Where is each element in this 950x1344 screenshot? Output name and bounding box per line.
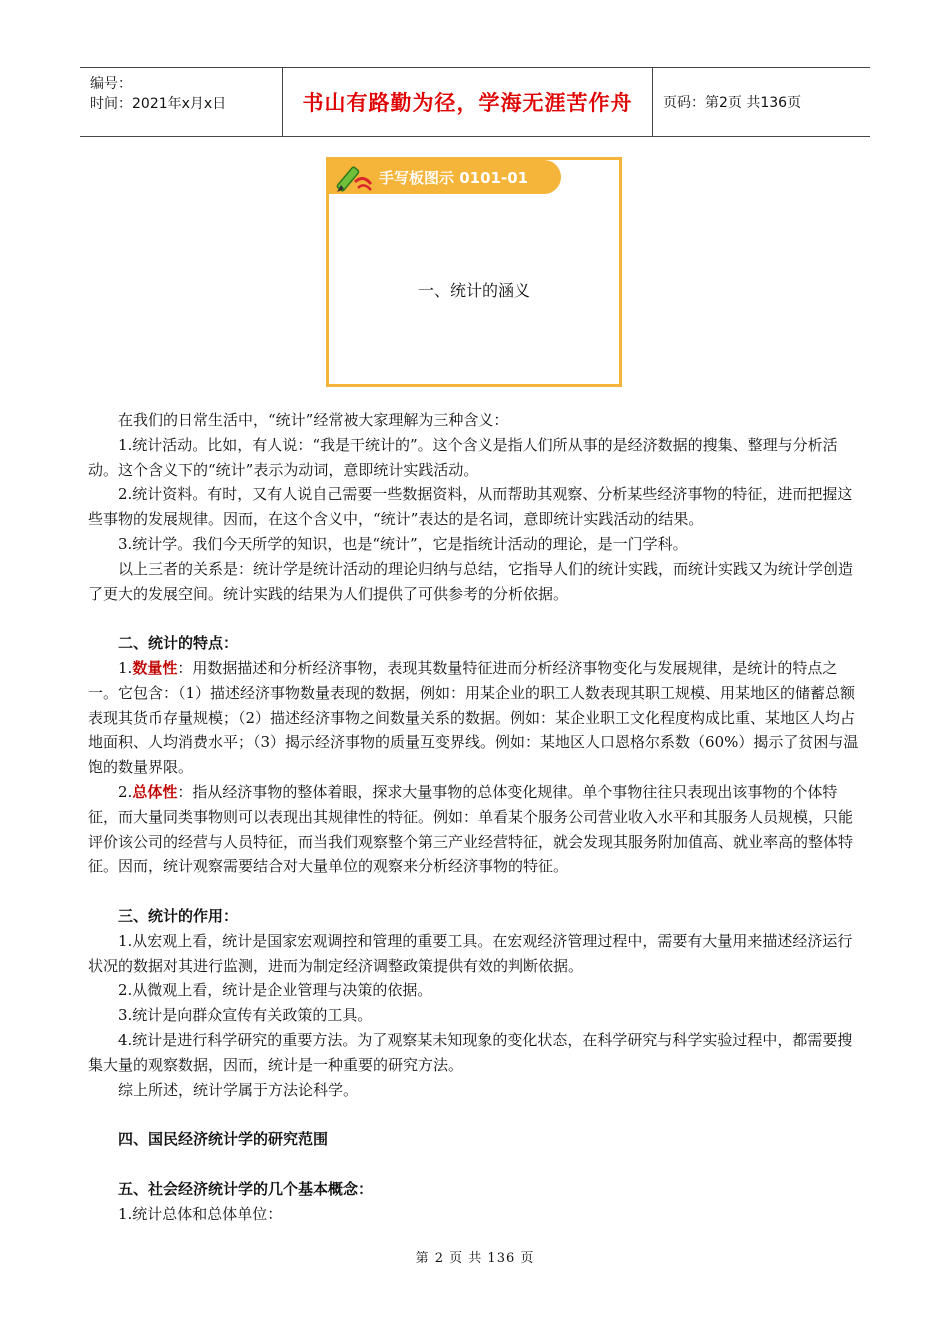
spacer <box>88 1152 860 1177</box>
paragraph: 综上所述，统计学属于方法论科学。 <box>118 1080 359 1099</box>
board-tab-title: 手写板图示 0101-01 <box>379 168 529 187</box>
paragraph: 2.从微观上看，统计是企业管理与决策的依据。 <box>118 981 433 1000</box>
section-heading: 二、统计的特点： <box>118 634 239 653</box>
paragraph: 4.统计是进行科学研究的重要方法。为了观察某未知现象的变化状态，在科学研究与科学实验过程中，都需要搜集大量的观察数据，因而，统计是一种重要的研究方法。 <box>88 1030 853 1074</box>
section-heading: 五、社会经济统计学的几个基本概念： <box>118 1179 374 1198</box>
date-label: 时间：2021年x月x日 <box>90 96 227 112</box>
board-heading: 一、统计的涵义 <box>417 281 530 300</box>
footer-page-number: 第 2 页 共 136 页 <box>415 1251 535 1266</box>
item-number: 2. <box>118 782 133 801</box>
paragraph: 2.统计资料。有时，又有人说自己需要一些数据资料，从而帮助其观察、分析某些经济事物的特征，进而把握这些事物的发展规律。因而，在这个含义中，“统计”表达的是名词，意即统计实践活动的结果。 <box>88 485 853 529</box>
spacer <box>88 606 860 631</box>
paragraph: 3.统计学。我们今天所学的知识，也是“统计”，它是指统计活动的理论，是一门学科。 <box>118 534 688 553</box>
item-number: 1. <box>118 658 133 677</box>
spacer <box>88 1102 860 1127</box>
paragraph: 1.统计活动。比如，有人说：“我是干统计的”。这个含义是指人们所从事的是经济数据的搜集、整理与分析活动。这个含义下的“统计”表示为动词，意即统计实践活动。 <box>88 435 838 479</box>
handwriting-board <box>326 157 622 387</box>
header-motto: 书山有路勤为径，学海无涯苦作舟 <box>283 68 653 136</box>
paragraph-text: ：指从经济事物的整体着眼，探求大量事物的总体变化规律。单个事物往往只表现出该事物的个体特征，而大量同类事物则可以表现出其规律性的特征。例如：单看某个服务公司营业收入水平和其服务人员规模，只能评价该公司的经营与人员特征，而当我们观察整个第三产业经营特征，就会发现其服务附加值高、就业率高的整体特征。因而，统计观察需要结合对大量单位的观察来分析经济事物的特征。 <box>88 782 854 876</box>
page-footer <box>0 1247 950 1266</box>
pencil-icon <box>331 162 375 196</box>
paragraph-text: ：用数据描述和分析经济事物，表现其数量特征进而分析经济事物变化与发展规律，是统计的特点之一。它包含：（1）描述经济事物数量表现的数据，例如：用某企业的职工人数表现其职工规模、用某地区的储蓄总额表现其货币存量规模；（2）描述经济事物之间数量关系的数据。例如：某企业职工文化程度构成比重、某地区人均占地面积、人均消费水平；（3）揭示经济事物的质量互变界线。例如：某地区人口恩格尔系数（60%）揭示了贫困与温饱的数量界限。 <box>88 658 859 777</box>
code-label: 编号： <box>90 76 132 92</box>
paragraph: 以上三者的关系是：统计学是统计活动的理论归纳与总结，它指导人们的统计实践，而统计实践又为统计学创造了更大的发展空间。统计实践的结果为人们提供了可供参考的分析依据。 <box>88 559 854 603</box>
paragraph: 1.统计总体和总体单位： <box>118 1204 283 1223</box>
paragraph: 3.统计是向群众宣传有关政策的工具。 <box>118 1006 373 1025</box>
header-page-info: 页码：第2页 共136页 <box>663 95 802 111</box>
section-heading: 三、统计的作用： <box>118 906 239 925</box>
section-heading: 四、国民经济统计学的研究范围 <box>118 1130 329 1149</box>
page-header <box>80 67 870 137</box>
paragraph <box>88 656 860 780</box>
keyword: 总体性 <box>132 782 178 801</box>
paragraph: 1.从宏观上看，统计是国家宏观调控和管理的重要工具。在宏观经济管理过程中，需要有大量用来描述经济运行状况的数据对其进行监测，进而为制定经济调整政策提供有效的判断依据。 <box>88 931 853 975</box>
spacer <box>88 879 860 904</box>
document-body <box>88 408 860 1226</box>
keyword: 数量性 <box>132 658 178 677</box>
paragraph <box>88 780 860 879</box>
header-meta <box>80 68 283 136</box>
paragraph: 在我们的日常生活中，“统计”经常被大家理解为三种含义： <box>118 411 509 429</box>
